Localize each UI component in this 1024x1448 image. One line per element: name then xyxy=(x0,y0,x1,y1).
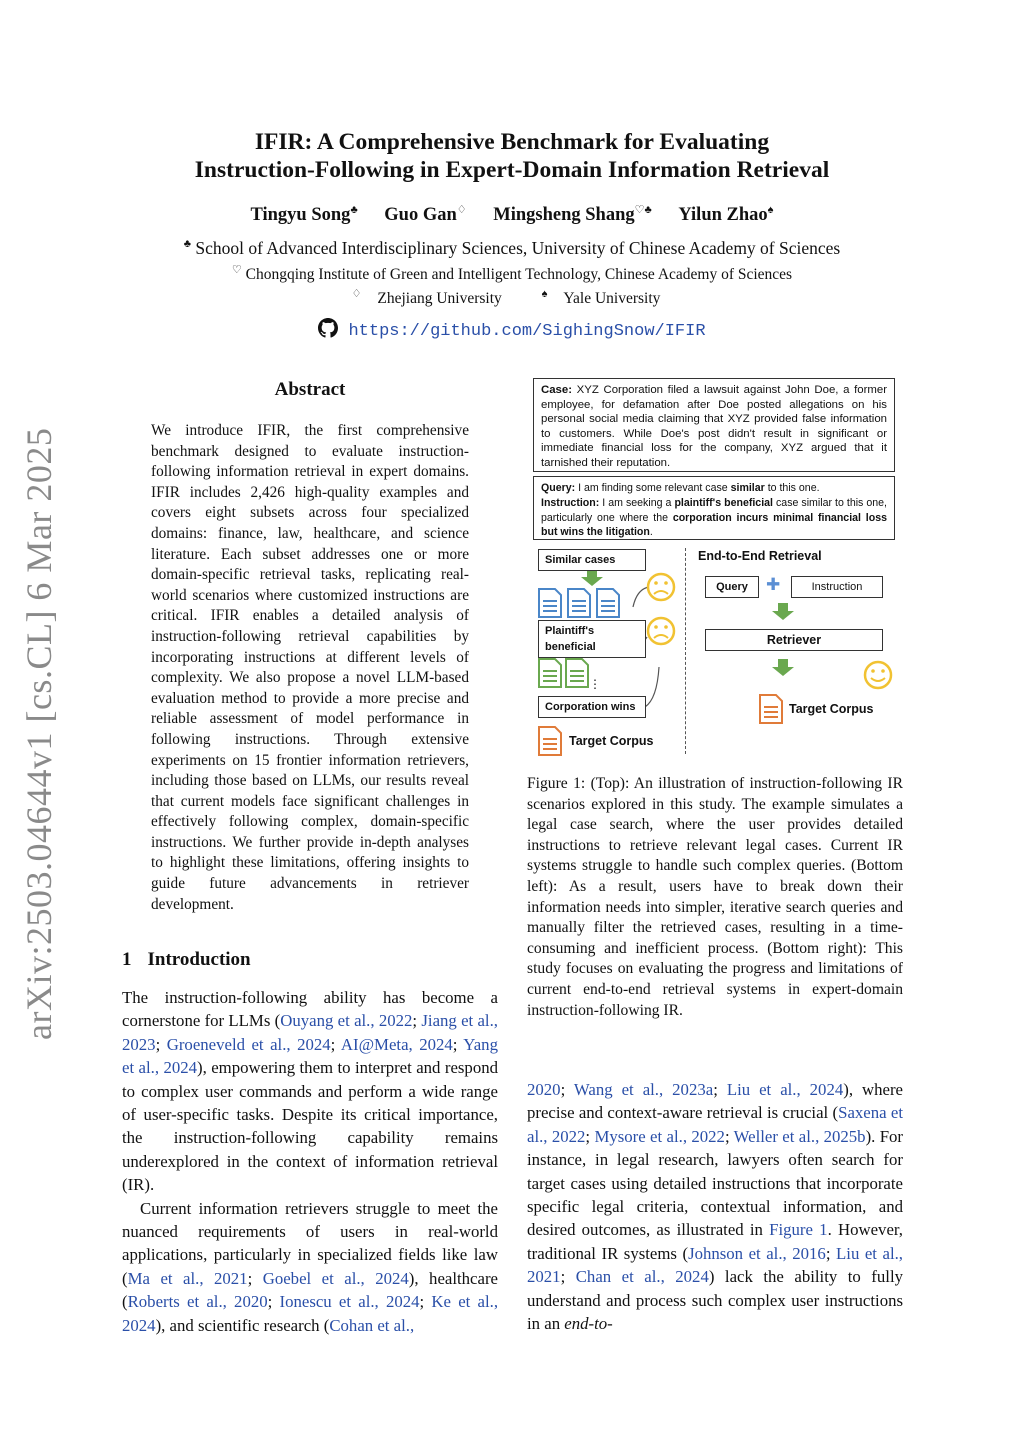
affiliation-row xyxy=(0,287,1024,308)
author: Mingsheng Shang♡♣ xyxy=(493,204,652,226)
repo-link-row xyxy=(0,318,1024,341)
citation-link[interactable]: AI@Meta, 2024 xyxy=(340,1034,453,1054)
github-icon xyxy=(318,318,338,338)
citation-link[interactable]: Ouyang et al., 2022 xyxy=(280,1011,413,1031)
abstract-body: We introduce IFIR, the first comprehensive benchmark designed to evaluate instruction-following information retrieval in expert domains. IFIR includes 2,426 high-quality examples and covers eight subsets across four specialized domains: finance, law, healthcare, and science literature. Each subset addresses one or more domain-specific retrieval tasks, replicating real-world scenarios where customized instructions are critical. IFIR enables a detailed analysis of instruction-following retrieval capabilities by incorporating instructions at different levels of complexity. We also propose a novel LLM-based evaluation method to provide a more precise and reliable assessment of model performance in following instructions. Through extensive experiments on 15 frontier information retrievers, including those based on LLMs, our results reveal that current models face significant challenges in effectively following complex, domain-specific instructions. We further provide in-depth analyses to highlight these limitations, offering insights to guide future advancements in retriever development. xyxy=(151,422,469,913)
citation-link[interactable]: Wang et al., 2023a xyxy=(573,1080,714,1099)
repo-link[interactable]: https://github.com/SighingSnow/IFIR xyxy=(348,322,706,341)
section-heading: 1 Introduction xyxy=(122,949,251,970)
arrow-down-icon xyxy=(581,571,603,586)
instruction-box: Instruction xyxy=(791,576,883,598)
title-name-i: I xyxy=(254,129,265,155)
retriever-box: Retriever xyxy=(705,629,883,651)
figure-link[interactable]: Figure 1 xyxy=(769,1220,828,1240)
citation-link[interactable]: Ke et al., 2024 xyxy=(122,1292,499,1335)
intro-paragraph: The instruction-following ability has become a cornerstone for LLMs (Ouyang et al., 2022; Jiang et al., 2023; Groeneveld et al., 2024; AI@Meta, 2024; Yang et al., 2024), empowering them to interpret and respond to complex user commands and perform a wide range of user-specific tasks. Despite its critical importance, the instruction-following capability remains underexplored in the context of information retrieval (IR). xyxy=(122,988,498,1195)
right-flow-graphics xyxy=(698,599,898,759)
intro-right-column: 2020; Wang et al., 2023a; Liu et al., 2024), where precise and context-aware retrieval is crucial (Saxena et al., 2022; Mysore et al., 2022; Weller et al., 2025b). For instance, in legal research, lawyers often search for target cases using detailed instructions that incorporate specific legal criteria, contextual information, and desired outcomes, as illustrated in Figure 1. However, traditional IR systems (Johnson et al., 2016; Liu et al., 2021; Chan et al., 2024) lack the ability to fully understand and process such complex user instructions in an end-to- xyxy=(527,1080,904,1334)
citation-link[interactable]: Ma et al., 2021 xyxy=(127,1268,248,1288)
curved-arrow-icon xyxy=(645,667,659,707)
document-icon xyxy=(539,727,561,755)
citation-link[interactable]: Cohan et al., xyxy=(329,1315,415,1335)
corporation-wins-box: Corporation wins xyxy=(538,696,646,718)
arxiv-stamp: arXiv:2503.04644v1 [cs.CL] 6 Mar 2025 xyxy=(19,427,59,1040)
query-box: Query xyxy=(705,576,759,598)
citation-link[interactable]: Jiang et al., 2023 xyxy=(122,1011,498,1054)
document-icon xyxy=(566,659,588,687)
intro-paragraph: Current information retrievers struggle to meet the nuanced requirements of users in real-world applications, particularly in specialized fields like law (Ma et al., 2021; Goebel et al., 2024), healthcare (Roberts et al., 2020; Ionescu et al., 2024; Ke et al., 2024), and scientific research (Cohan et al., xyxy=(122,1198,499,1335)
citation-link[interactable]: Liu et al., 2021 xyxy=(527,1243,903,1287)
arrow-down-icon xyxy=(772,603,794,620)
document-icon xyxy=(539,589,561,617)
citation-link[interactable]: Mysore et al., 2022 xyxy=(594,1126,725,1146)
paper-title xyxy=(0,128,1024,184)
sad-face-icon xyxy=(648,574,674,600)
title-line1: IR: A Comprehensive Benchmark for Evaluating xyxy=(278,129,770,155)
arrow-down-icon xyxy=(772,659,794,676)
plaintiff-beneficial-box: Plaintiff's beneficial xyxy=(538,620,646,658)
e2e-title: End-to-End Retrieval xyxy=(698,549,822,563)
affiliation: ♡ Chongqing Institute of Green and Intelligent Technology, Chinese Academy of Sciences xyxy=(231,264,793,284)
citation-link[interactable]: Yang et al., 2024 xyxy=(122,1034,498,1078)
affiliation: ♣ School of Advanced Interdisciplinary Sciences, University of Chinese Academy of Sciences xyxy=(183,238,841,258)
author: Guo Gan♢ xyxy=(384,204,467,226)
plus-icon: ✚ xyxy=(766,575,781,594)
citation-link[interactable]: Roberts et al., 2020 xyxy=(127,1292,268,1312)
case-box: Case: XYZ Corporation filed a lawsuit against John Doe, a former employee, for defamation after Doe posted allegations on his personal social media claiming that XYZ provided false information to customers. While Doe's post didn't result in significant or immediate financial loss for the company, XYZ argued that it tarnished their reputation. xyxy=(533,378,895,472)
affiliation: ♠ Yale University xyxy=(541,288,661,308)
title-line2: Instruction-Following in Expert-Domain Information Retrieval xyxy=(194,157,830,183)
author: Yilun Zhao♠ xyxy=(678,204,774,226)
happy-face-icon xyxy=(865,662,891,688)
figure-caption: Figure 1: (Top): An illustration of instruction-following IR scenarios explored in this study. The example simulates a legal case search, where the user provides detailed instructions to retrieve relevant legal cases. Current IR systems struggle to handle such complex queries. (Bottom left): As a result, users have to break down their information needs into simpler, iterative search queries and manually filter the retrieved cases, resulting in a time-consuming and inefficient process. (Bottom right): This study focuses on evaluating the progress and limitations of current end-to-end retrieval systems in expert-domain instruction-following IR. xyxy=(527,775,903,1019)
document-icon xyxy=(760,695,782,723)
citation-link[interactable]: Liu et al., 2024 xyxy=(726,1080,844,1099)
document-icon xyxy=(568,589,590,617)
dashed-divider xyxy=(685,548,686,754)
author: Tingyu Song♣ xyxy=(250,204,358,226)
document-icon xyxy=(597,589,619,617)
affiliation: ♢ Zhejiang University xyxy=(351,288,502,308)
citation-link[interactable]: Chan et al., 2024 xyxy=(575,1267,709,1287)
title-name-f: F xyxy=(264,129,279,155)
sad-face-icon xyxy=(648,618,674,644)
citation-link[interactable]: Saxena et al., 2022 xyxy=(527,1103,904,1146)
citation-link[interactable]: Groeneveld et al., 2024 xyxy=(166,1034,331,1054)
ellipsis: ⋮ xyxy=(589,677,601,691)
target-corpus-label: Target Corpus xyxy=(569,734,654,748)
document-icon xyxy=(539,659,561,687)
intro-left-column xyxy=(122,986,498,1337)
citation-link[interactable]: Weller et al., 2025b xyxy=(733,1126,866,1146)
citation-link[interactable]: Johnson et al., 2016 xyxy=(688,1243,826,1263)
citation-link[interactable]: Ionescu et al., 2024 xyxy=(279,1292,420,1312)
citation-link[interactable]: 2020 xyxy=(527,1080,561,1099)
similar-cases-box: Similar cases xyxy=(538,549,646,571)
query-instruction-box: Query: I am finding some relevant case similar to this one. Instruction: I am seeking a plaintiff's beneficial case similar to this one, particularly one where the corporation incurs minimal financial loss but wins the litigation. xyxy=(533,476,895,540)
author-list xyxy=(0,203,1024,226)
abstract-heading: Abstract xyxy=(274,379,346,400)
target-corpus-label: Target Corpus xyxy=(789,702,874,716)
citation-link[interactable]: Goebel et al., 2024 xyxy=(262,1268,409,1288)
figure-1 xyxy=(533,374,899,764)
curved-arrow-icon xyxy=(633,587,649,607)
